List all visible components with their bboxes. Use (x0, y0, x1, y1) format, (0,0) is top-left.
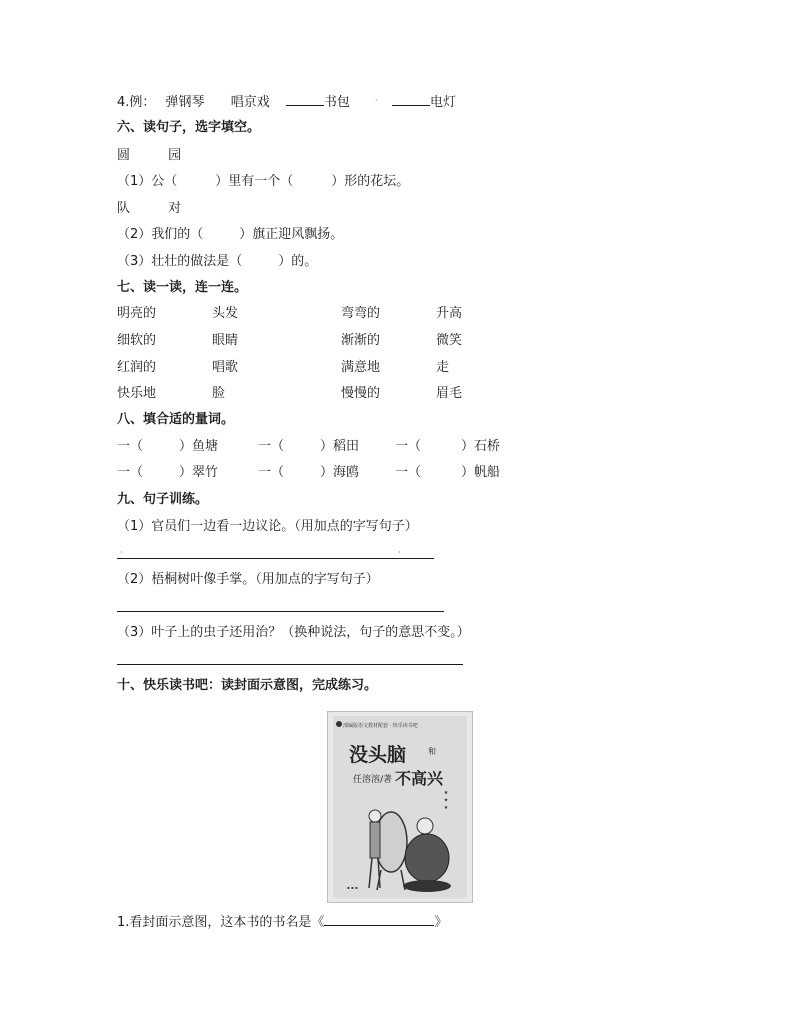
s6-pair1-a: 圆 (117, 148, 131, 163)
match-item[interactable]: 走 (436, 360, 450, 375)
match-item[interactable]: 满意地 (341, 360, 381, 375)
section10-heading: 十、快乐读书吧：读封面示意图，完成练习。 (117, 678, 378, 693)
cover-author: 任溶溶/著 (353, 775, 393, 785)
measure-noun: 石桥 (474, 439, 501, 454)
s6-s3-part-b: ）的。 (278, 254, 318, 269)
q4-blank-2[interactable] (392, 93, 430, 106)
match-item[interactable]: 明亮的 (117, 306, 157, 321)
cover-title-he: 和 (428, 747, 436, 756)
measure-prefix: 一（ (258, 465, 285, 480)
s9-answer-line-1[interactable] (117, 558, 433, 559)
cover-vertical-text: ★ ★ ★ (443, 790, 449, 812)
match-item[interactable]: 头发 (212, 306, 239, 321)
s9-question-1: （1）官员们一边看一边议论。（用加点的字写句子） (117, 519, 418, 534)
match-item[interactable]: 眼睛 (212, 333, 239, 348)
measure-close: ） (179, 465, 193, 480)
measure-prefix: 一（ (395, 465, 422, 480)
s10-q1-part-a: 1.看封面示意图，这本书的书名是《 (117, 915, 325, 930)
cover-publisher: ▪ ▪ ▪ (347, 885, 358, 890)
book-cover-image (327, 711, 473, 903)
cover-title-part2: 不高兴 (395, 769, 444, 788)
s9-answer-line-3[interactable] (117, 664, 463, 665)
match-item[interactable]: 微笑 (436, 333, 463, 348)
match-item[interactable]: 红润的 (117, 360, 157, 375)
stray-dot: · (120, 548, 123, 557)
section7-heading: 七、读一读，连一连。 (117, 280, 248, 295)
measure-noun: 帆船 (474, 465, 501, 480)
measure-item (117, 464, 218, 482)
series-badge-icon (336, 721, 342, 727)
s6-s1-part-a: （1）公（ (117, 174, 178, 189)
match-item[interactable]: 快乐地 (117, 386, 157, 401)
cover-title-part1: 没头脑 (349, 744, 407, 766)
s6-s2-part-b: ）旗正迎风飘扬。 (239, 227, 344, 242)
measure-noun: 翠竹 (192, 465, 219, 480)
q4-label: 4.例： (117, 95, 156, 110)
cover-series: 部编版语文教材配套 · 快乐读书吧 (343, 723, 418, 729)
s6-pair2-a: 队 (117, 201, 131, 216)
q4-blank-1[interactable] (286, 93, 324, 106)
cover-illustration (353, 800, 453, 896)
section6-heading: 六、读句子，选字填空。 (117, 120, 261, 135)
measure-item (117, 438, 218, 456)
q4-example-b: 唱京戏 (230, 95, 270, 110)
match-item[interactable]: 慢慢的 (341, 386, 381, 401)
cover-inner (333, 716, 467, 898)
s6-pair1-b: 园 (168, 148, 182, 163)
s6-s1-part-c: ）形的花坛。 (331, 174, 410, 189)
s10-book-title-blank[interactable] (324, 913, 434, 926)
section9-heading: 九、句子训练。 (117, 492, 209, 507)
measure-close: ） (320, 465, 334, 480)
s9-question-3: （3）叶子上的虫子还用治？（换种说法，句子的意思不变。） (117, 625, 470, 640)
q4-line (117, 93, 456, 112)
match-item[interactable]: 弯弯的 (341, 306, 381, 321)
measure-prefix: 一（ (395, 439, 422, 454)
s6-pair2 (117, 200, 181, 218)
s6-pair2-b: 对 (168, 201, 182, 216)
s6-sentence2 (117, 226, 343, 244)
measure-item (395, 438, 500, 456)
measure-close: ） (320, 439, 334, 454)
match-item[interactable]: 细软的 (117, 333, 157, 348)
measure-noun: 稻田 (333, 439, 360, 454)
s6-s2-part-a: （2）我们的（ (117, 227, 204, 242)
measure-close: ） (179, 439, 193, 454)
q4-example-a: 弹钢琴 (165, 95, 205, 110)
match-item[interactable]: 渐渐的 (341, 333, 381, 348)
match-item[interactable]: 唱歌 (212, 360, 239, 375)
measure-prefix: 一（ (117, 439, 144, 454)
stray-dot: · (398, 548, 401, 557)
match-item[interactable]: 升高 (436, 306, 463, 321)
measure-noun: 海鸥 (333, 465, 360, 480)
section8-heading: 八、填合适的量词。 (117, 412, 235, 427)
measure-close: ） (461, 465, 475, 480)
measure-item (395, 464, 500, 482)
q4-item-b: 电灯 (430, 95, 457, 110)
s6-sentence3 (117, 253, 317, 271)
match-item[interactable]: 眉毛 (436, 386, 463, 401)
match-item[interactable]: 脸 (212, 386, 226, 401)
s9-answer-line-2[interactable] (117, 611, 444, 612)
measure-item (258, 464, 359, 482)
measure-prefix: 一（ (258, 439, 285, 454)
s6-pair1 (117, 147, 181, 165)
s10-question-1 (117, 913, 447, 932)
measure-item (258, 438, 359, 456)
q4-item-a: 书包 (323, 95, 350, 110)
stray-dot: · (375, 96, 378, 105)
measure-noun: 鱼塘 (192, 439, 219, 454)
measure-close: ） (461, 439, 475, 454)
s6-sentence1 (117, 173, 409, 191)
s9-answer-line-1b[interactable] (400, 558, 434, 559)
measure-prefix: 一（ (117, 465, 144, 480)
s6-s3-part-a: （3）壮壮的做法是（ (117, 254, 243, 269)
s10-q1-part-b: 》 (434, 915, 448, 930)
s6-s1-part-b: ）里有一个（ (215, 174, 294, 189)
s9-question-2: （2）梧桐树叶像手掌。（用加点的字写句子） (117, 572, 379, 587)
